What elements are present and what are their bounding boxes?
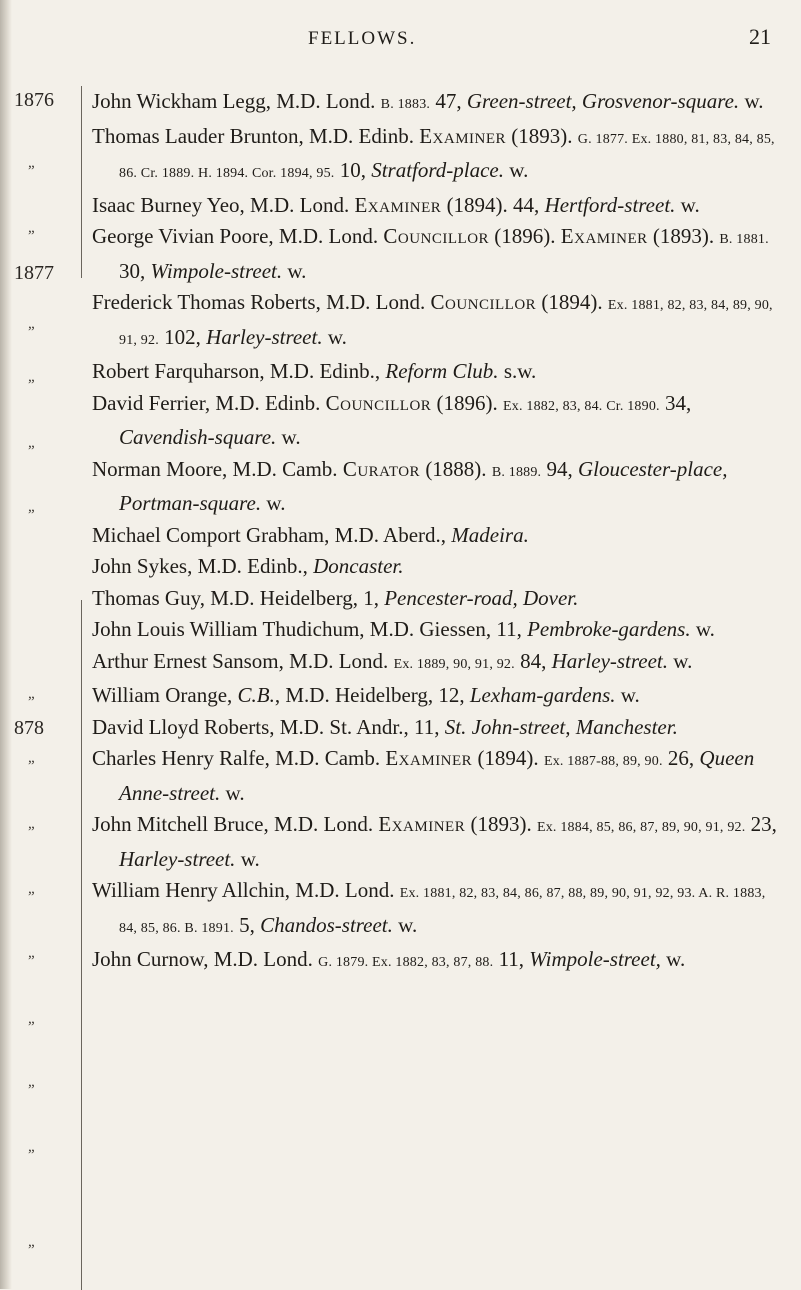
- page-number: 21: [749, 24, 771, 49]
- ditto-mark: „: [28, 1234, 35, 1250]
- address-text: Chandos-street.: [260, 912, 393, 937]
- ditto-mark: „: [28, 316, 35, 332]
- election-year: 1877: [14, 262, 54, 284]
- fellow-entry: [92, 454, 782, 520]
- address-text: Reform Club.: [385, 359, 499, 383]
- address-text: St. John-street, Manchester.: [444, 714, 678, 739]
- election-year: 878: [14, 717, 44, 739]
- office-record: B. 1883.: [380, 97, 431, 112]
- address-text: Doncaster.: [313, 554, 404, 578]
- entry-text: w.: [276, 425, 301, 449]
- entry-text: Charles Henry Ralfe, M.D. Camb.: [92, 746, 386, 770]
- entry-text: w.: [690, 617, 715, 641]
- fellow-entry: [92, 614, 782, 646]
- address-text: Harley-street.: [206, 324, 323, 349]
- address-text: Cavendish-square.: [119, 425, 277, 449]
- entry-text: Frederick Thomas Roberts, M.D. Lond.: [92, 290, 431, 314]
- address-text: Queen Anne-street.: [119, 746, 755, 805]
- entry-text: 30,: [119, 258, 151, 283]
- office-record: B. 1881.: [719, 232, 769, 247]
- entry-text: (1896).: [431, 390, 504, 415]
- office-record: Ex. 1881, 82, 83, 84, 89, 90, 91, 92.: [119, 298, 773, 348]
- office-title: Examiner: [354, 192, 442, 217]
- ditto-mark: „: [28, 155, 35, 171]
- entry-text: 34,: [659, 390, 692, 415]
- address-text: Madeira.: [451, 522, 529, 547]
- address-text: Wimpole-street,: [529, 947, 661, 971]
- entry-text: John Wickham Legg, M.D. Lond.: [92, 89, 381, 113]
- entry-text: 26,: [662, 746, 700, 770]
- running-title: FELLOWS.: [308, 28, 417, 49]
- fellow-entry: [92, 712, 782, 744]
- office-record: Ex. 1881, 82, 83, 84, 86, 87, 88, 89, 90, 91, 92, 93. A. R. 1883, 84, 85, 86. B. 1891.: [119, 886, 766, 936]
- entry-text: (1894).: [472, 746, 544, 770]
- entry-text: 94,: [541, 456, 579, 481]
- entry-text: (1894).: [536, 290, 608, 314]
- fellow-entry: [92, 743, 782, 809]
- entry-text: (1893).: [506, 123, 578, 148]
- entry-text: 84,: [514, 648, 552, 673]
- office-title: Councillor: [430, 290, 537, 314]
- office-record: G. 1879. Ex. 1882, 83, 87, 88.: [318, 955, 494, 970]
- ditto-mark: „: [28, 816, 35, 832]
- address-text: Wimpole-street.: [150, 258, 283, 283]
- office-title: Examiner: [385, 746, 473, 770]
- entry-text: William Orange,: [92, 683, 238, 707]
- office-record: Ex. 1882, 83, 84. Cr. 1890.: [503, 398, 660, 414]
- address-text: C.B.: [237, 683, 275, 707]
- entry-text: George Vivian Poore, M.D. Lond.: [92, 224, 384, 248]
- fellow-entry: [92, 121, 782, 190]
- entry-text: w.: [261, 491, 286, 515]
- address-text: Green-street, Grosvenor-square.: [466, 89, 740, 113]
- ditto-mark: „: [28, 1074, 35, 1090]
- office-title: Examiner: [560, 224, 648, 248]
- office-record: Ex. 1889, 90, 91, 92.: [393, 656, 515, 672]
- address-text: Stratford-place.: [371, 158, 505, 182]
- entry-text: Norman Moore, M.D. Camb.: [92, 456, 343, 481]
- margin-rule: [81, 86, 82, 278]
- entry-text: (1893).: [647, 224, 720, 248]
- entry-text: w.: [322, 324, 347, 349]
- office-record: B. 1889.: [491, 464, 542, 480]
- entry-text: Michael Comport Grabham, M.D. Aberd.,: [92, 522, 452, 547]
- fellow-entry: [92, 875, 782, 944]
- entry-text: 102,: [158, 324, 207, 349]
- office-title: Examiner: [378, 812, 466, 836]
- address-text: Pencester-road, Dover.: [384, 585, 579, 610]
- entry-text: Robert Farquharson, M.D. Edinb.,: [92, 359, 386, 383]
- entry-text: (1894). 44,: [441, 192, 545, 217]
- office-title: Councillor: [325, 390, 432, 415]
- fellow-entry: [92, 520, 782, 552]
- ditto-mark: „: [28, 1011, 35, 1027]
- entry-text: w.: [675, 192, 700, 217]
- address-text: Lexham-gardens.: [469, 683, 616, 707]
- entry-text: John Sykes, M.D. Edinb.,: [92, 554, 314, 578]
- fellows-list: [92, 86, 782, 979]
- fellow-entry: [92, 680, 782, 712]
- entry-text: w.: [282, 258, 307, 283]
- address-text: Pembroke-gardens.: [527, 617, 691, 641]
- office-record: G. 1877. Ex. 1880, 81, 83, 84, 85, 86. Cr. 1889. H. 1894. Cor. 1894, 95.: [119, 131, 775, 181]
- entry-text: 5,: [233, 912, 261, 937]
- ditto-mark: „: [28, 499, 35, 515]
- address-text: Gloucester-place, Portman-square.: [119, 456, 728, 515]
- fellow-entry: [92, 944, 782, 979]
- entry-text: John Louis William Thudichum, M.D. Giessen, 11,: [92, 617, 528, 641]
- fellow-entry: [92, 287, 782, 356]
- entry-text: (1888).: [420, 456, 492, 481]
- ditto-mark: „: [28, 1139, 35, 1155]
- address-text: Harley-street.: [119, 846, 236, 871]
- entry-text: w.: [739, 89, 764, 113]
- ditto-mark: „: [28, 686, 35, 702]
- office-title: Curator: [342, 456, 421, 481]
- office-title: Councillor: [383, 224, 490, 248]
- ditto-mark: „: [28, 435, 35, 451]
- entry-text: (1896).: [489, 224, 561, 248]
- entry-text: 10,: [334, 158, 372, 182]
- address-text: Harley-street.: [551, 648, 669, 673]
- entry-text: , M.D. Heidelberg, 12,: [274, 683, 470, 707]
- entry-text: w.: [660, 947, 686, 971]
- election-year-margin: [0, 0, 80, 1289]
- fellow-entry: [92, 388, 782, 454]
- fellow-entry: [92, 356, 782, 388]
- ditto-mark: „: [28, 220, 35, 236]
- entry-text: Thomas Guy, M.D. Heidelberg, 1,: [92, 585, 385, 610]
- fellow-entry: [92, 190, 782, 222]
- entry-text: 11,: [493, 947, 530, 971]
- entry-text: w.: [392, 912, 418, 937]
- entry-text: Isaac Burney Yeo, M.D. Lond.: [92, 192, 355, 217]
- entry-text: David Lloyd Roberts, M.D. St. Andr., 11,: [92, 714, 445, 739]
- entry-text: John Mitchell Bruce, M.D. Lond.: [92, 812, 379, 836]
- office-record: Ex. 1884, 85, 86, 87, 89, 90, 91, 92.: [536, 820, 746, 835]
- entry-text: Arthur Ernest Sansom, M.D. Lond.: [92, 648, 394, 673]
- ditto-mark: „: [28, 945, 35, 961]
- entry-text: w.: [668, 648, 693, 673]
- entry-text: John Curnow, M.D. Lond.: [92, 947, 319, 971]
- entry-text: 23,: [745, 812, 777, 836]
- ditto-mark: „: [28, 881, 35, 897]
- entry-text: David Ferrier, M.D. Edinb.: [92, 390, 326, 415]
- office-record: Ex. 1887-88, 89, 90.: [543, 754, 663, 769]
- entry-text: w.: [220, 780, 245, 805]
- address-text: Hertford-street.: [544, 192, 676, 217]
- entry-text: William Henry Allchin, M.D. Lond.: [92, 878, 400, 902]
- entry-text: (1893).: [465, 812, 537, 836]
- entry-text: 47,: [430, 89, 467, 113]
- fellow-entry: [92, 583, 782, 615]
- fellow-entry: [92, 551, 782, 583]
- ditto-mark: „: [28, 750, 35, 766]
- entry-text: w.: [235, 846, 260, 871]
- fellow-entry: [92, 221, 782, 287]
- margin-rule: [81, 600, 82, 1290]
- entry-text: Thomas Lauder Brunton, M.D. Edinb.: [92, 123, 420, 148]
- entry-text: s.w.: [498, 359, 537, 383]
- office-title: Examiner: [419, 123, 507, 148]
- fellow-entry: [92, 809, 782, 875]
- ditto-mark: „: [28, 369, 35, 385]
- election-year: 1876: [14, 89, 54, 111]
- entry-text: w.: [615, 683, 640, 707]
- fellow-entry: [92, 646, 782, 681]
- page-header: [0, 22, 801, 52]
- entry-text: w.: [504, 158, 529, 182]
- fellow-entry: [92, 86, 782, 121]
